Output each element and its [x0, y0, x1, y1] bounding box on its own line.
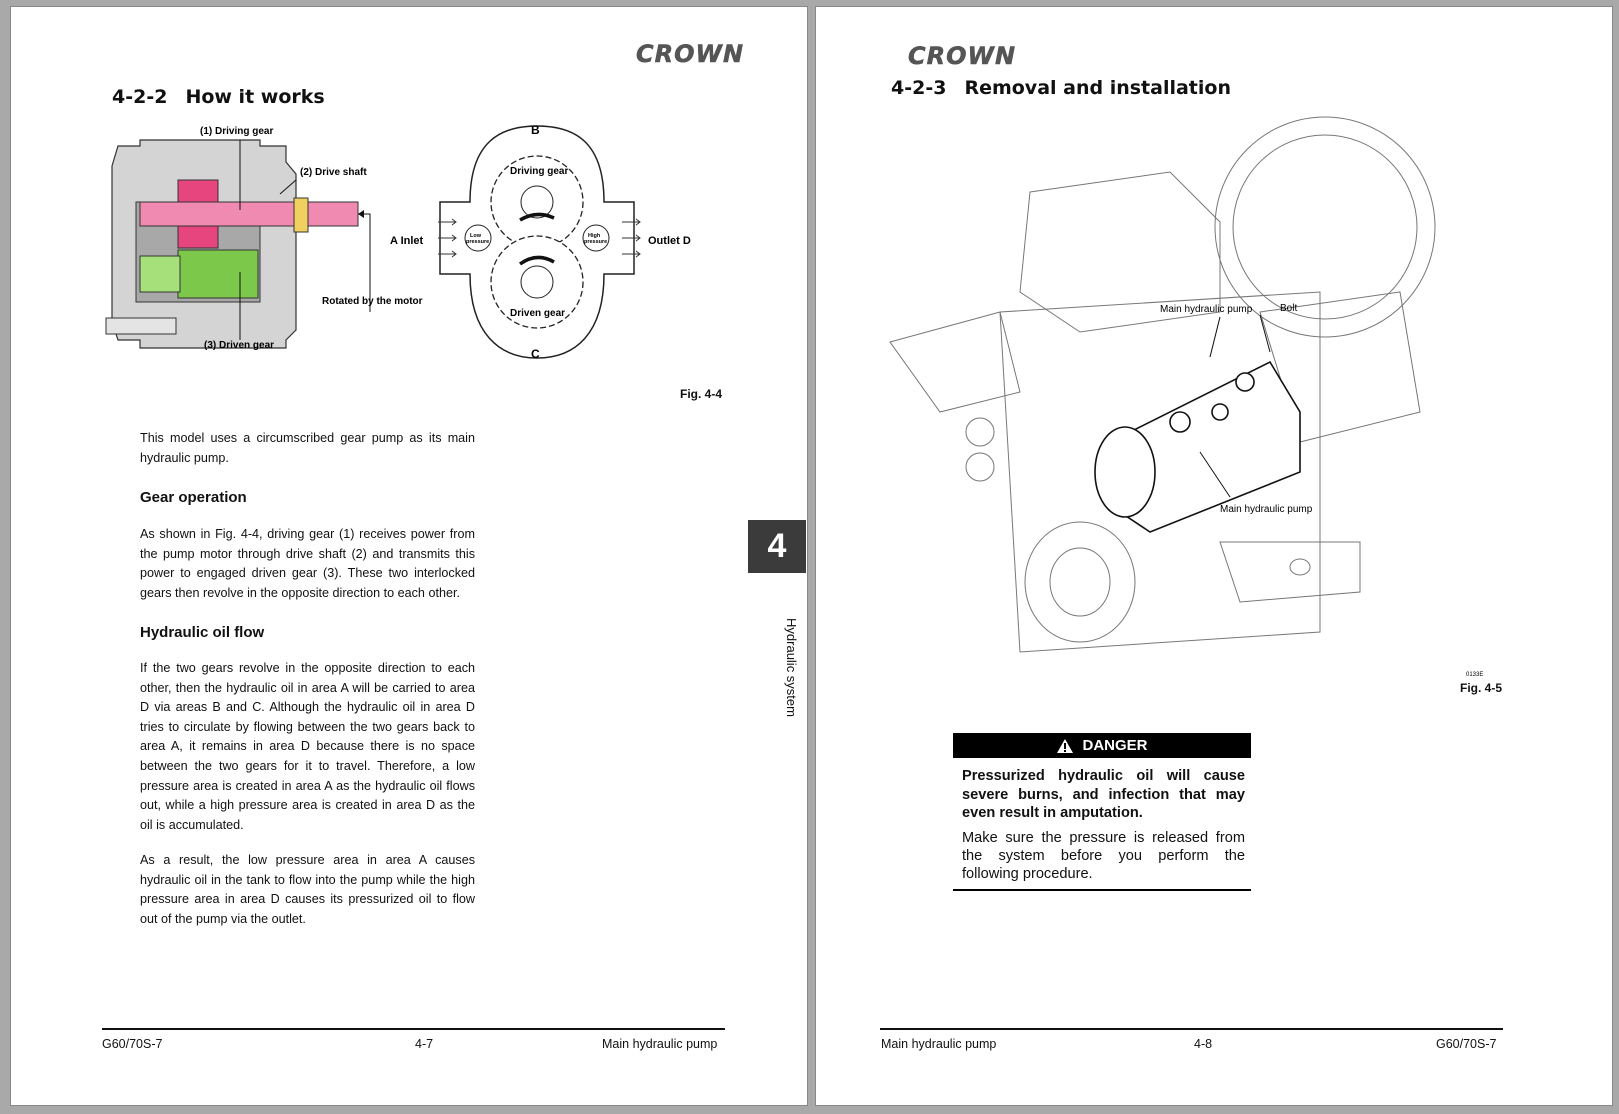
gear-pump-diagram: [100, 122, 720, 382]
rotated-arrow-head: [358, 210, 364, 218]
label-low-pressure-1: Low: [470, 233, 481, 239]
fig-4-4-caption: Fig. 4-4: [680, 387, 723, 401]
bracket-hole: [1290, 559, 1310, 575]
label-driven-gear-inner: Driven gear: [510, 308, 566, 319]
danger-notice: [953, 733, 1251, 891]
flywheel-inner: [1233, 135, 1417, 319]
danger-bold-text: Pressurized hydraulic oil will cause severe burns, and infection that may even result in amputation.: [962, 768, 1245, 821]
figure-code: 0133E: [1466, 672, 1484, 678]
label-inlet: A Inlet: [390, 235, 424, 247]
intro-paragraph: This model uses a circumscribed gear pump as its main hydraulic pump.: [140, 431, 475, 465]
mounting-bracket-right: [1220, 542, 1360, 602]
section-title-text: How it works: [185, 86, 325, 108]
label-high-pressure-1: High: [588, 233, 601, 239]
left-footer-page: 4-7: [415, 1037, 434, 1051]
right-footer-page: 4-8: [1194, 1037, 1213, 1051]
label-low-pressure-2: pressure: [466, 239, 490, 245]
danger-header: [953, 733, 1251, 758]
left-footer-rule: [102, 1028, 725, 1030]
label-pump-top: Main hydraulic pump: [1160, 304, 1253, 315]
driven-gear-shaft: [140, 256, 180, 292]
label-rotated: Rotated by the motor: [322, 296, 423, 307]
leader-pump-top: [1210, 317, 1220, 357]
drive-shaft-shape: [140, 202, 358, 226]
crown-logo: CROWN: [636, 40, 745, 68]
label-bolt: Bolt: [1280, 303, 1298, 314]
right-footer-rule: [880, 1028, 1503, 1030]
label-driving-gear-inner: Driving gear: [510, 166, 569, 177]
section-number-right: 4-2-3: [891, 77, 947, 99]
shaft-seal: [294, 198, 308, 232]
label-drive-shaft: (2) Drive shaft: [300, 167, 367, 178]
left-footer-topic: Main hydraulic pump: [602, 1037, 718, 1051]
subhead-gear-operation: Gear operation: [140, 489, 247, 506]
crown-logo-right: CROWN: [908, 42, 1017, 70]
danger-normal-text: Make sure the pressure is released from the system before you perform the following procedure.: [953, 823, 1251, 891]
bolt-head-1: [966, 418, 994, 446]
chapter-name: Hydraulic system: [783, 618, 799, 717]
paragraph-oil-flow: If the two gears revolve in the opposite direction to each other, then the hydraulic oil in area A will be carried to area D via areas B and C. Although the hydraulic oil in area D tries to circulate by flowing between the two gears back to area A, it remains in area D because there is no space between the two gears for it to travel. Therefore, a low pressure area is created in area A as the hydraulic oil flows out, while a high pressure area is created in area D as the oil is accumulated.: [140, 661, 475, 832]
driven-gear-hub: [521, 266, 553, 298]
output-flange-inner: [1050, 548, 1110, 616]
label-pump-bottom: Main hydraulic pump: [1220, 504, 1313, 515]
label-high-pressure-2: pressure: [584, 239, 608, 245]
section-number: 4-2-2: [112, 86, 168, 108]
subhead-hydraulic-oil-flow: Hydraulic oil flow: [140, 624, 265, 641]
fig-4-5-caption: Fig. 4-5: [1460, 681, 1503, 695]
paragraph-result: As a result, the low pressure area in area A causes hydraulic oil in the tank to flow into the pump while the high pressure area in area D causes its pressurized oil to flow out of the pump via the outlet.: [140, 853, 475, 926]
pump-assembly-drawing: [880, 112, 1484, 678]
driven-gear-shape: [178, 250, 258, 298]
chapter-tab: 4: [748, 520, 806, 573]
left-footer-model: G60/70S-7: [102, 1037, 163, 1051]
label-driving-gear: (1) Driving gear: [200, 126, 274, 137]
section-title-4-2-2: [112, 86, 325, 108]
danger-header-text: DANGER: [1082, 737, 1148, 754]
section-title-text-right: Removal and installation: [964, 77, 1231, 99]
mount-bolt: [106, 318, 176, 334]
section-title-4-2-3: [891, 77, 1231, 99]
warning-triangle-icon: [1056, 738, 1074, 754]
label-outlet: Outlet D: [648, 235, 691, 247]
label-area-c: C: [531, 347, 540, 361]
right-footer-topic: Main hydraulic pump: [881, 1037, 997, 1051]
label-area-b: B: [531, 123, 540, 137]
paragraph-gear-operation: As shown in Fig. 4-4, driving gear (1) receives power from the pump motor through drive shaft (2) and transmits this power to engaged driven gear (3). These two interlocked gears then revolve in the opposite direction to each other.: [140, 527, 475, 600]
output-flange: [1025, 522, 1135, 642]
label-driven-gear: (3) Driven gear: [204, 340, 275, 351]
bolt-head-2: [966, 453, 994, 481]
leader-bolt: [1260, 315, 1270, 352]
right-footer-model: G60/70S-7: [1436, 1037, 1497, 1051]
